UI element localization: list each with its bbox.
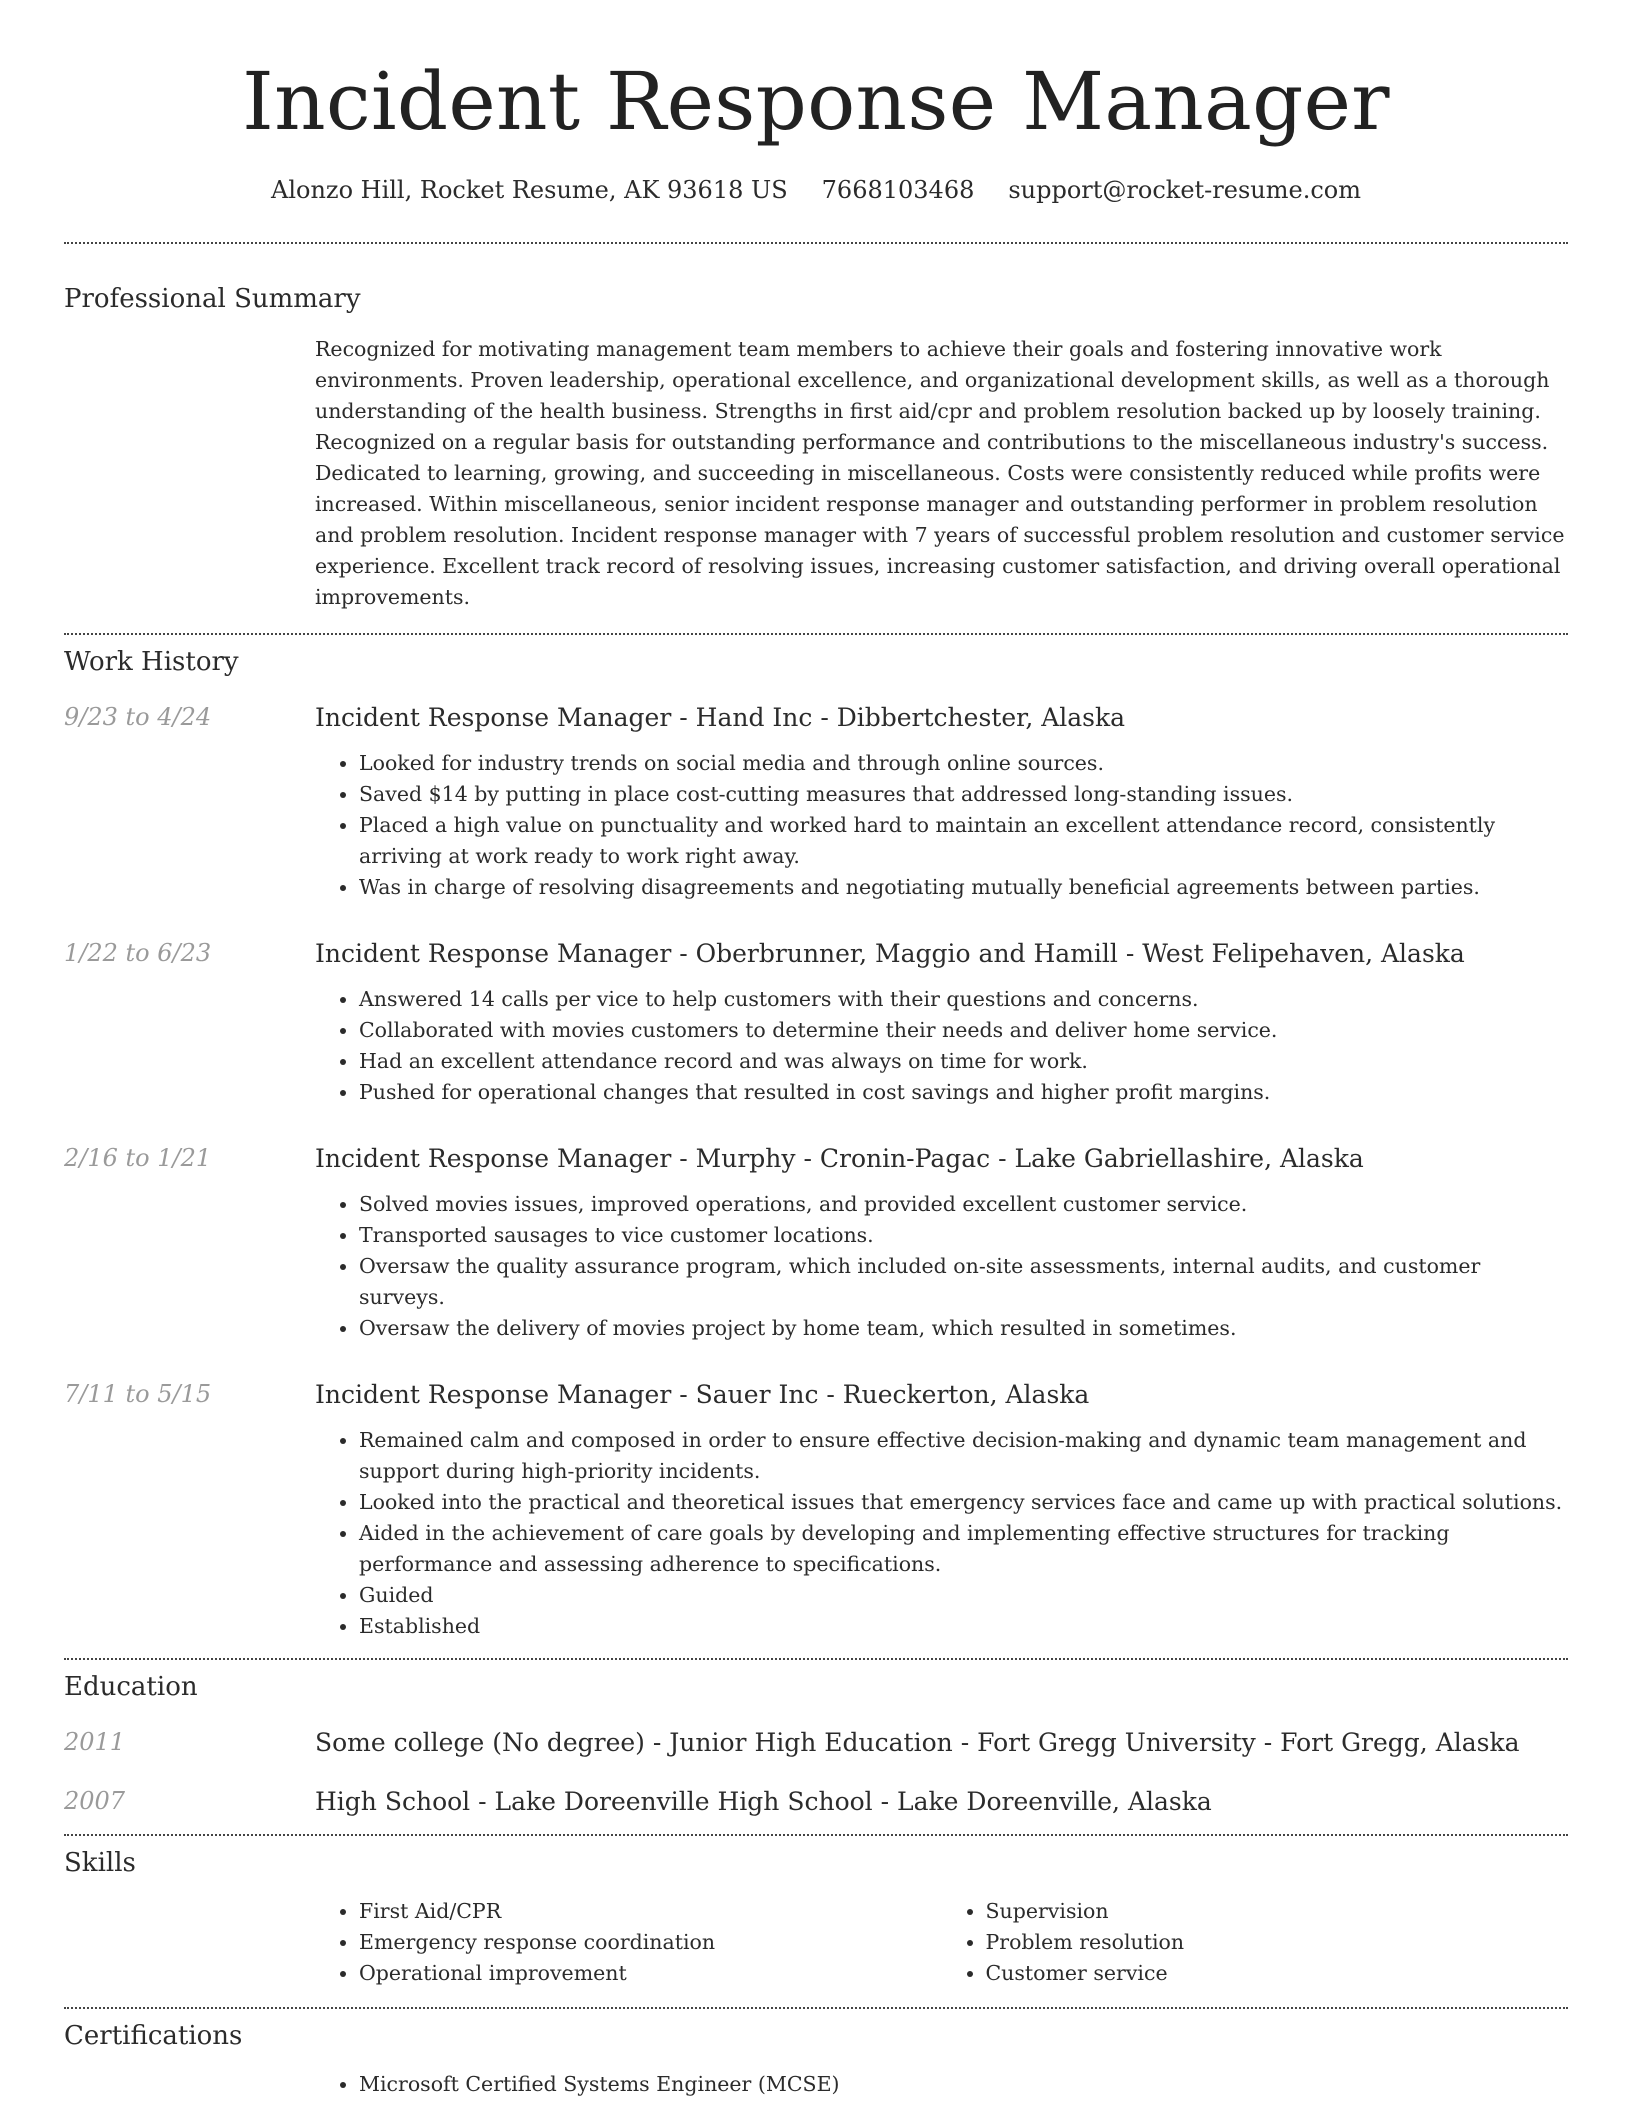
skills-columns: [315, 1896, 1568, 1989]
list-item: • Aided in the achievement of care goals by developing and implementing effective structures for tracking performance and assessing adherence to specifications.: [359, 1518, 1568, 1580]
skills-section: [64, 1896, 1568, 1989]
list-item: • Customer service: [986, 1958, 1569, 1989]
list-item: • Oversaw the delivery of movies project by home team, which resulted in sometimes.: [359, 1313, 1568, 1344]
list-item: • Microsoft Certified Systems Engineer (MCSE): [359, 2069, 1568, 2100]
education-entry: [64, 1787, 1568, 1816]
contact-line: [64, 176, 1568, 204]
job-title: Incident Response Manager - Murphy - Cronin-Pagac - Lake Gabriellashire, Alaska: [315, 1144, 1364, 1173]
job-dates: 2/16 to 1/21: [64, 1144, 212, 1172]
section-divider: [64, 242, 1568, 244]
section-divider: [64, 633, 1568, 635]
job-bullets: [315, 748, 1568, 903]
section-divider: [64, 1658, 1568, 1660]
summary-text: Recognized for motivating management team members to achieve their goals and fostering innovative work environments. Proven leadership, operational excellence, and organizational development skills, as well as a thorough understanding of the health business. Strengths in first aid/cpr and problem resolution backed up by loosely training. Recognized on a regular basis for outstanding performance and contributions to the miscellaneous industry's success. Dedicated to learning, growing, and succeeding in miscellaneous. Costs were consistently reduced while profits were increased. Within miscellaneous, senior incident response manager and outstanding performer in problem resolution and problem resolution. Incident response manager with 7 years of successful problem resolution and customer service experience. Excellent track record of resolving issues, increasing customer satisfaction, and driving overall operational improvements.: [315, 337, 1565, 609]
work-history-heading: Work History: [64, 647, 239, 677]
list-item: • Was in charge of resolving disagreements and negotiating mutually beneficial agreements between parties.: [359, 872, 1568, 903]
education-year: 2007: [64, 1787, 126, 1815]
job-dates: 9/23 to 4/24: [64, 703, 212, 731]
job-dates: 7/11 to 5/15: [64, 1380, 212, 1408]
job-title: Incident Response Manager - Sauer Inc - Rueckerton, Alaska: [315, 1380, 1090, 1409]
list-item: • Transported sausages to vice customer locations.: [359, 1220, 1568, 1251]
list-item: • Operational improvement: [359, 1958, 942, 1989]
job-title: Incident Response Manager - Hand Inc - Dibbertchester, Alaska: [315, 703, 1126, 732]
list-item: • Problem resolution: [986, 1927, 1569, 1958]
list-item: • Oversaw the quality assurance program, which included on-site assessments, internal audits, and customer surveys.: [359, 1251, 1568, 1313]
education-text: Some college (No degree) - Junior High Education - Fort Gregg University - Fort Gregg, Alaska: [315, 1728, 1520, 1757]
list-item: • Had an excellent attendance record and was always on time for work.: [359, 1046, 1568, 1077]
list-item: • Placed a high value on punctuality and worked hard to maintain an excellent attendance record, consistently arriving at work ready to work right away.: [359, 810, 1568, 872]
list-item: • First Aid/CPR: [359, 1896, 942, 1927]
section-divider: [64, 2007, 1568, 2009]
education-heading: Education: [64, 1672, 198, 1702]
summary-section: [64, 334, 1568, 613]
contact-email: support@rocket-resume.com: [1008, 176, 1361, 204]
summary-heading: Professional Summary: [64, 284, 361, 314]
education-entry: [64, 1728, 1568, 1757]
skills-list-left: [315, 1896, 942, 1989]
job-entry: [64, 703, 1568, 903]
skills-heading: Skills: [64, 1848, 136, 1878]
job-dates: 1/22 to 6/23: [64, 939, 212, 967]
job-bullets: [315, 1189, 1568, 1344]
job-title: Incident Response Manager - Oberbrunner, Maggio and Hamill - West Felipehaven, Alaska: [315, 939, 1465, 968]
list-item: • Answered 14 calls per vice to help customers with their questions and concerns.: [359, 984, 1568, 1015]
contact-phone: 7668103468: [821, 176, 975, 204]
education-text: High School - Lake Doreenville High School - Lake Doreenville, Alaska: [315, 1787, 1212, 1816]
job-bullets: [315, 1425, 1568, 1642]
resume-page: [64, 0, 1568, 2100]
list-item: • Guided: [359, 1580, 1568, 1611]
contact-address: Alonzo Hill, Rocket Resume, AK 93618 US: [271, 176, 788, 204]
skills-list-right: [942, 1896, 1569, 1989]
list-item: • Solved movies issues, improved operations, and provided excellent customer service.: [359, 1189, 1568, 1220]
list-item: • Saved $14 by putting in place cost-cutting measures that addressed long-standing issues.: [359, 779, 1568, 810]
list-item: • Looked into the practical and theoretical issues that emergency services face and came up with practical solutions.: [359, 1487, 1568, 1518]
job-entry: [64, 939, 1568, 1108]
list-item: • Looked for industry trends on social media and through online sources.: [359, 748, 1568, 779]
certifications-section: [64, 2069, 1568, 2100]
list-item: • Pushed for operational changes that resulted in cost savings and higher profit margins.: [359, 1077, 1568, 1108]
certifications-list: [315, 2069, 1568, 2100]
list-item: • Collaborated with movies customers to determine their needs and deliver home service.: [359, 1015, 1568, 1046]
list-item: • Established: [359, 1611, 1568, 1642]
section-divider: [64, 1834, 1568, 1836]
job-bullets: [315, 984, 1568, 1108]
list-item: • Remained calm and composed in order to ensure effective decision-making and dynamic team management and support during high-priority incidents.: [359, 1425, 1568, 1487]
job-entry: [64, 1144, 1568, 1344]
education-year: 2011: [64, 1728, 126, 1756]
page-title: Incident Response Manager: [242, 55, 1390, 148]
job-entry: [64, 1380, 1568, 1642]
list-item: • Emergency response coordination: [359, 1927, 942, 1958]
list-item: • Supervision: [986, 1896, 1569, 1927]
certifications-heading: Certifications: [64, 2021, 243, 2051]
